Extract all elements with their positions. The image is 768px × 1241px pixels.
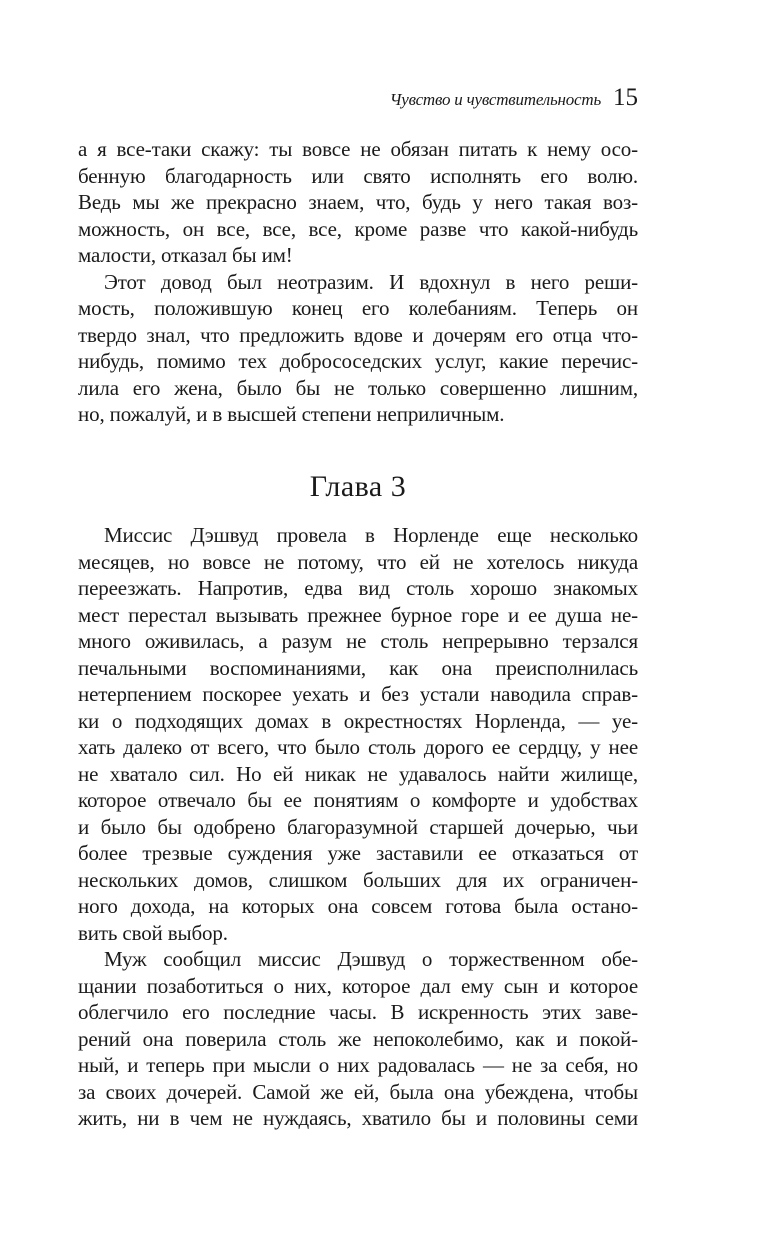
text-line: Ведь мы же прекрасно знаем, что, будь у него такая воз- bbox=[78, 190, 638, 214]
text-line: малости, отказал бы им! bbox=[78, 243, 293, 267]
text-line: Миссис Дэшвуд провела в Норленде еще несколько bbox=[104, 523, 638, 547]
text-line: облегчило его последние часы. В искренность этих заве- bbox=[78, 1000, 638, 1024]
text-line: ки о подходящих домах в окрестностях Норленда, — уе- bbox=[78, 708, 638, 733]
text-line: Муж сообщил миссис Дэшвуд о торжественном обе- bbox=[104, 947, 638, 971]
text-block-chapter bbox=[78, 522, 638, 1132]
text-line: печальными воспоминаниями, как она преисполнилась bbox=[78, 655, 638, 680]
text-line: бенную благодарность или свято исполнять его волю. bbox=[78, 163, 638, 188]
text-line: лила его жена, было бы не только совершенно лишним, bbox=[78, 375, 638, 400]
text-line: жить, ни в чем не нуждаясь, хватило бы и половины семи bbox=[78, 1106, 638, 1130]
text-line: за своих дочерей. Самой же ей, была она убеждена, чтобы bbox=[78, 1079, 638, 1104]
text-line: более трезвые суждения уже заставили ее отказаться от bbox=[78, 841, 638, 865]
paragraph-2 bbox=[78, 269, 638, 428]
text-line: ного дохода, на которых она совсем готова была остано- bbox=[78, 894, 638, 918]
text-line: но, пожалуй, и в высшей степени неприличным. bbox=[78, 402, 505, 426]
text-line: твердо знал, что предложить вдове и дочерям его отца что- bbox=[78, 322, 638, 347]
paragraph-3 bbox=[78, 522, 638, 946]
text-line: рений она поверила столь же непоколебимо, как и покой- bbox=[78, 1026, 638, 1051]
paragraph-1 bbox=[78, 136, 638, 269]
running-title: Чувство и чувствительность bbox=[389, 90, 601, 109]
text-line: много оживилась, а разум не столь непрерывно терзался bbox=[78, 629, 638, 653]
text-line: не хватало сил. Но ей никак не удавалось найти жилище, bbox=[78, 761, 638, 786]
text-line: мест перестал вызывать прежнее бурное горе и ее душа не- bbox=[78, 602, 638, 627]
text-line: хать далеко от всего, что было столь дорого ее сердцу, у нее bbox=[78, 735, 638, 759]
running-header bbox=[78, 84, 638, 112]
text-line: которое отвечало бы ее понятиям о комфорте и удобствах bbox=[78, 788, 638, 812]
text-line: можность, он все, все, все, кроме разве что какой-нибудь bbox=[78, 216, 638, 241]
text-line: щании позаботиться о них, которое дал ему сын и которое bbox=[78, 973, 638, 998]
paragraph-4 bbox=[78, 946, 638, 1132]
text-line: ный, и теперь при мысли о них радовалась — не за себя, но bbox=[78, 1053, 638, 1077]
text-line: Этот довод был неотразим. И вдохнул в него реши- bbox=[104, 269, 638, 294]
chapter-title: Глава 3 bbox=[309, 470, 407, 503]
text-block-top bbox=[78, 136, 638, 428]
text-line: вить свой выбор. bbox=[78, 920, 228, 945]
text-line: месяцев, но вовсе не потому, что ей не хотелось никуда bbox=[78, 549, 638, 574]
text-line: и было бы одобрено благоразумной старшей дочерью, чьи bbox=[78, 814, 638, 839]
text-line: нибудь, помимо тех добрососедских услуг, какие перечис- bbox=[78, 349, 638, 373]
text-line: переезжать. Напротив, едва вид столь хорошо знакомых bbox=[78, 576, 638, 600]
text-line: нетерпением поскорее уехать и без устали наводила справ- bbox=[78, 682, 638, 706]
text-line: нескольких домов, слишком больших для их ограничен- bbox=[78, 867, 638, 892]
text-line: мость, положившую конец его колебаниям. Теперь он bbox=[78, 296, 638, 320]
page-number: 15 bbox=[613, 84, 638, 111]
text-line: а я все-таки скажу: ты вовсе не обязан питать к нему осо- bbox=[78, 137, 638, 161]
